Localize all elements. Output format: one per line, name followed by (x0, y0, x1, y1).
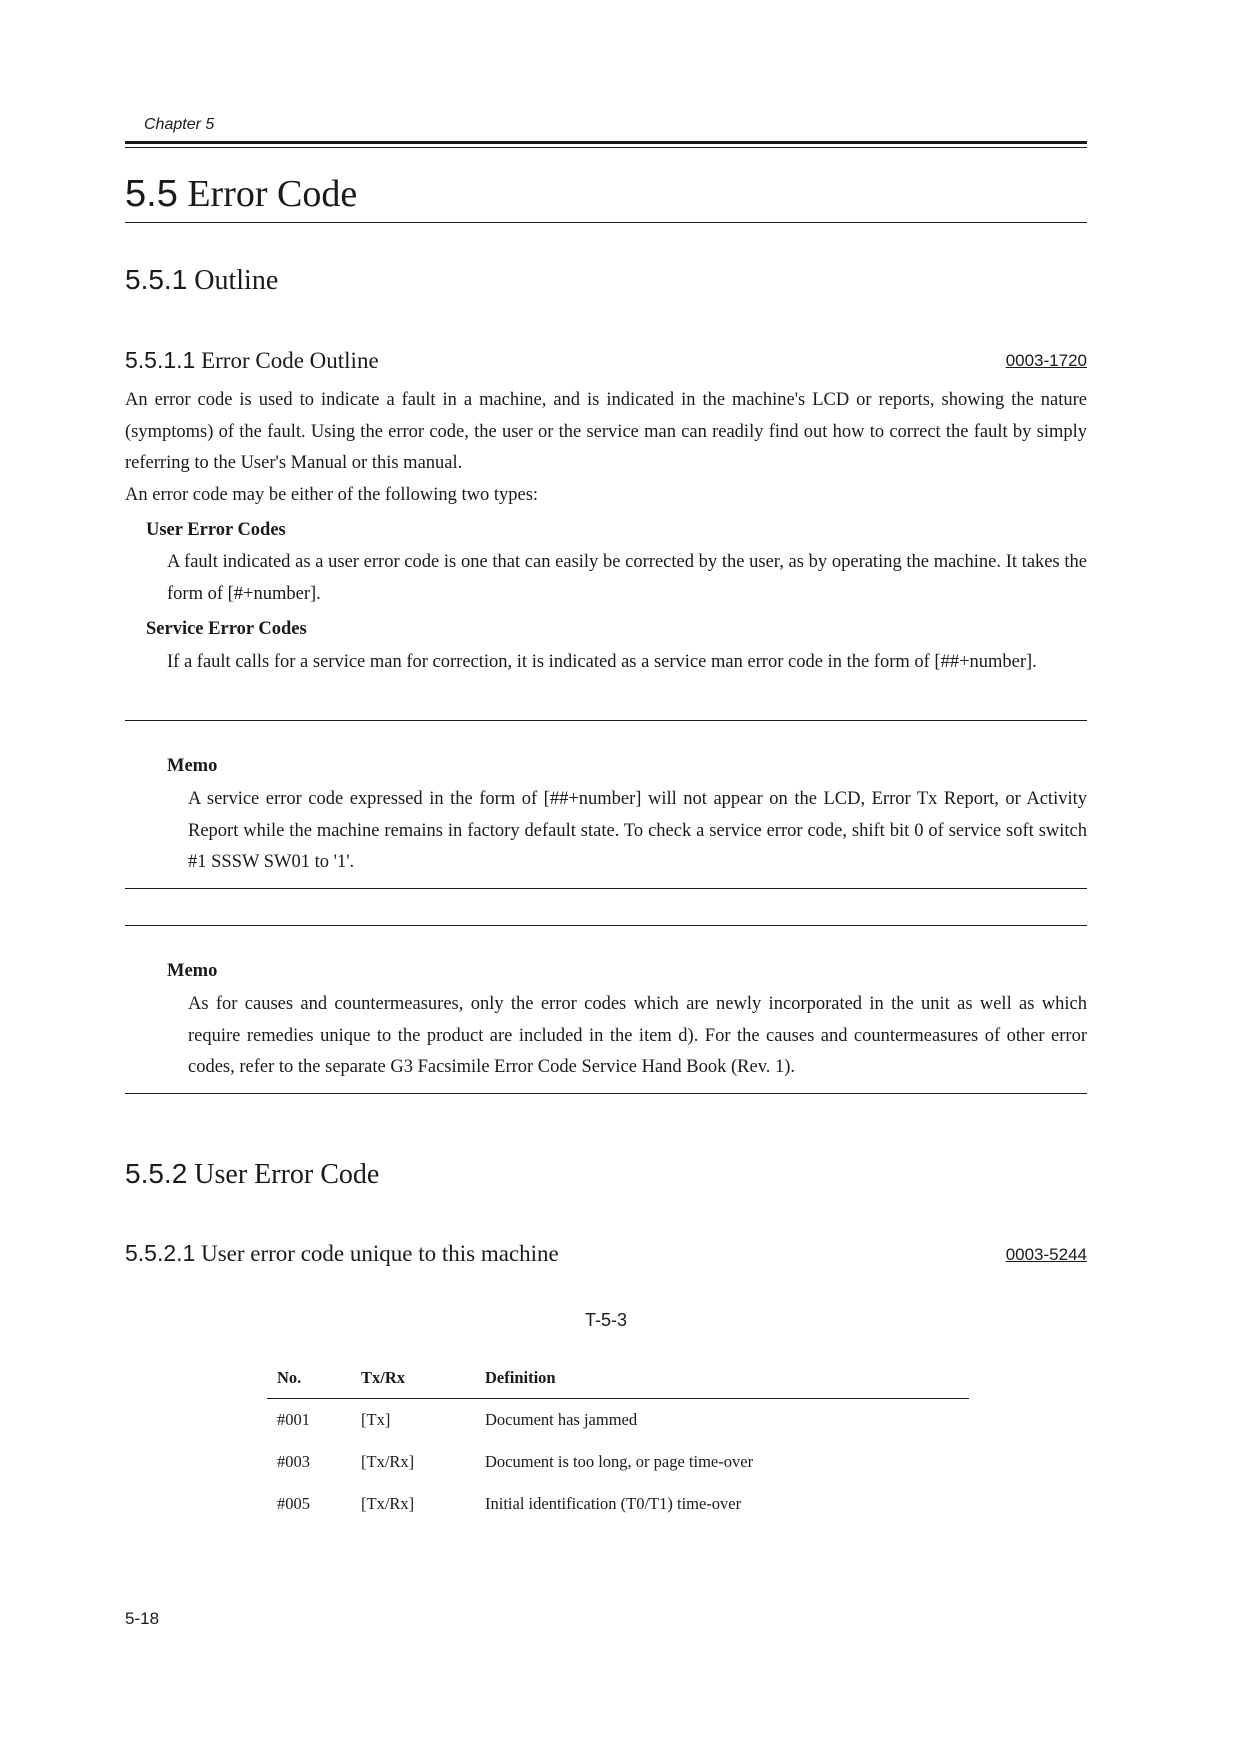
table-cell: #003 (277, 1452, 310, 1471)
user-error-codes-heading: User Error Codes (146, 520, 286, 540)
section-heading-rule (125, 222, 1087, 223)
table-cell: Document is too long, or page time-over (485, 1452, 754, 1471)
section-number: 5.5 (125, 173, 178, 215)
table-cell: [Tx] (361, 1410, 391, 1429)
section-heading (125, 172, 357, 216)
header-rule-thin (125, 147, 1087, 148)
table-cell: Initial identification (T0/T1) time-over (485, 1494, 742, 1513)
user-error-code-heading (125, 1157, 379, 1192)
memo-top-rule (125, 720, 1087, 721)
outline-title: Outline (194, 265, 279, 296)
reference-code-link[interactable]: 0003-5244 (1005, 1245, 1087, 1264)
column-header: Tx/Rx (351, 1368, 475, 1399)
header-rule-thick (125, 141, 1087, 144)
section-title: Error Code (187, 173, 358, 215)
memo-top-rule (125, 925, 1087, 926)
error-code-outline-heading (125, 346, 379, 375)
outline-intro-paragraph: An error code is used to indicate a fault in a machine, and is indicated in the machine's LCD or reports, showing the nature (symptoms) of the fault. Using the error code, the user or the service man can readily find out how to correct the fault by simply referring to the User's Manual or this manual. (125, 390, 1087, 473)
table-row (267, 1441, 969, 1483)
chapter-label: Chapter 5 (144, 116, 215, 133)
column-header: No. (267, 1368, 351, 1399)
document-page (125, 0, 1087, 1754)
service-error-codes-heading: Service Error Codes (146, 619, 307, 639)
outline-heading (125, 263, 278, 298)
table-cell: [Tx/Rx] (361, 1494, 415, 1513)
table-row (267, 1483, 969, 1525)
memo-text: As for causes and countermeasures, only the error codes which are newly incorporated in the unit as well as which require remedies unique to the product are included in the item d). For the causes and countermeasures of other error codes, refer to the separate G3 Facsimile Error Code Service Hand Book (Rev. 1). (188, 994, 1087, 1077)
memo-bottom-rule (125, 888, 1087, 889)
user-error-codes-text: A fault indicated as a user error code is one that can easily be corrected by the user, as by operating the machine. It takes the form of [#+number]. (167, 552, 1087, 604)
table-caption: T-5-3 (584, 1310, 627, 1330)
memo-heading: Memo (167, 961, 218, 981)
table-header-row (267, 1368, 969, 1399)
table-row (267, 1399, 969, 1442)
unique-codes-title: User error code unique to this machine (201, 1241, 559, 1266)
error-code-outline-title: Error Code Outline (201, 348, 379, 373)
table-cell: [Tx/Rx] (361, 1452, 415, 1471)
table-cell: #005 (277, 1494, 310, 1513)
unique-codes-number: 5.5.2.1 (125, 1240, 196, 1266)
table-cell: Document has jammed (485, 1410, 638, 1429)
user-error-code-title: User Error Code (194, 1159, 380, 1190)
unique-codes-heading (125, 1239, 559, 1268)
memo-text: A service error code expressed in the form of [##+number] will not appear on the LCD, Error Tx Report, or Activity Report while the machine remains in factory default state. To check a service error code, shift bit 0 of service soft switch #1 SSSW SW01 to '1'. (188, 789, 1087, 872)
memo-heading: Memo (167, 756, 218, 776)
memo-bottom-rule (125, 1093, 1087, 1094)
table-cell: #001 (277, 1410, 310, 1429)
outline-number: 5.5.1 (125, 264, 188, 295)
error-code-table (267, 1368, 969, 1525)
types-intro-paragraph: An error code may be either of the following two types: (125, 485, 539, 505)
error-code-outline-number: 5.5.1.1 (125, 347, 196, 373)
reference-code-link[interactable]: 0003-1720 (1005, 351, 1087, 370)
service-error-codes-text: If a fault calls for a service man for correction, it is indicated as a service man error code in the form of [##+number]. (167, 652, 1037, 672)
column-header: Definition (475, 1368, 969, 1399)
page-number: 5-18 (125, 1609, 160, 1628)
user-error-code-number: 5.5.2 (125, 1158, 188, 1189)
